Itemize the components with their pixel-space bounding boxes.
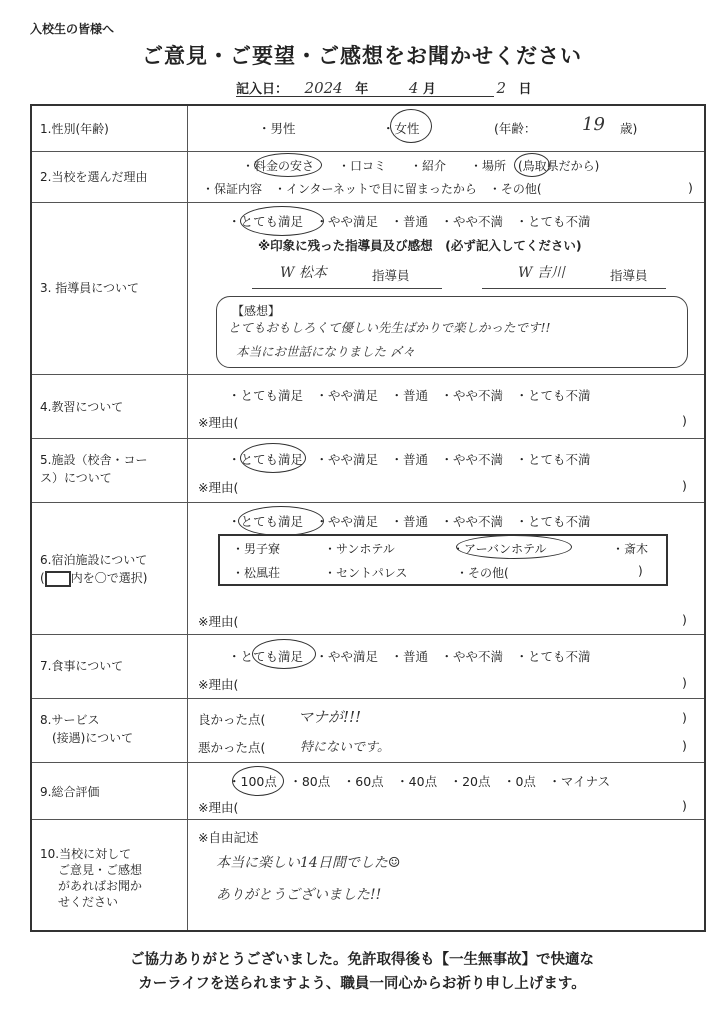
q8-good-label: 良かった点( [198,712,266,727]
q3-selected-circle [240,206,324,236]
date-day: 2 [496,79,506,97]
q8-bad-close-paren: ) [682,738,687,753]
q10-free-line1: 本当に楽しい14日間でした☺ [216,855,401,871]
q5-label-line1: 5.施設（校舎・コー [40,453,148,467]
q2-price-circle [254,153,322,177]
q3-instructor1-line [252,288,442,289]
row-divider [32,634,704,635]
row-divider [32,438,704,439]
q3-instructor1-suffix: 指導員 [372,268,410,283]
row-divider [32,698,704,699]
q1-male[interactable]: ・男性 [258,121,296,136]
q1-label: 1.性別(年齢) [40,122,109,136]
date-underline [236,96,494,97]
q6-label-line1: 6.宿泊施設について [40,553,148,567]
q7-selected-circle [252,639,316,669]
q5-selected-circle [240,443,306,473]
q6-option-shofuso[interactable]: ・松風荘 [232,566,281,580]
q4-label: 4.教習について [40,400,124,414]
q3-instructor2-line [482,288,666,289]
q8-bad-value: 特にないです。 [300,740,390,755]
q6-urban-hotel-circle [456,535,572,559]
q8-bad-label: 悪かった点( [198,740,266,755]
q9-close-paren: ) [682,798,687,813]
q10-label-line4: せください [58,895,119,909]
footer-message [0,948,724,996]
q5-close-paren: ) [682,478,687,493]
footer-line2: カーライフを送られますよう、職員一同心からお祈り申し上げます。 [138,976,586,992]
form-title: ご意見・ご要望・ご感想をお聞かせください [142,44,582,68]
q7-scale[interactable]: ・とても満足 ・やや満足 ・普通 ・やや不満 ・とても不満 [228,649,591,664]
q5-label-line2: ス）について [40,471,112,485]
q1-age-value: 19 [582,114,605,135]
q6-option-saiki[interactable]: ・斎木 [612,542,649,556]
q6-close-paren: ) [682,612,687,627]
date-year: 2024 [304,79,343,97]
q6-box-marker [45,571,71,587]
q2-close-paren: ) [688,180,693,195]
q10-label-line1: 10.当校に対して [40,847,132,861]
q7-close-paren: ) [682,675,687,690]
q6-option-urban-hotel[interactable]: ・アーバンホテル [452,542,547,556]
date-year-label: 年 [355,82,369,97]
q2-options-line2[interactable]: ・保証内容 ・インターネットで目に留まったから ・その他( [202,182,542,196]
q6-option-close-paren: ) [638,564,643,578]
row-divider [32,762,704,763]
q6-reason-label: ※理由( [198,614,239,629]
q2-options-line1[interactable]: ・料金の安さ ・口コミ ・紹介 ・場所 (鳥取県だから) [242,159,600,173]
q8-label-line2: (接遇)について [52,731,134,745]
q3-impression-line1: とてもおもしろくて優しい先生ばかりで楽しかったです!! [228,320,551,335]
q9-reason-label: ※理由( [198,800,239,815]
footer-line1: ご協力ありがとうございました。免許取得後も【一生無事故】で快適な [130,952,594,968]
q4-close-paren: ) [682,413,687,428]
q5-reason-label: ※理由( [198,480,239,495]
addressee: 入校生の皆様へ [30,22,115,36]
survey-form [30,104,706,932]
q10-free-line2: ありがとうございました!! [216,887,382,903]
q8-label-line1: 8.サービス [40,713,100,727]
q2-location-circle [514,153,550,177]
q9-selected-circle [232,766,284,796]
q6-facility-box [218,534,668,586]
q6-label-line2 [40,570,147,587]
date-label: 記入日： [236,82,289,97]
q1-age-unit: 歳) [620,121,638,136]
date-month-label: 月 [422,82,436,97]
entry-date [236,78,532,97]
q9-label: 9.総合評価 [40,785,100,799]
q1-female[interactable]: ・女性 [382,121,420,136]
q3-impression-line2: 本当にお世話になりました 〆々 [236,344,415,359]
q4-scale[interactable]: ・とても満足 ・やや満足 ・普通 ・やや不満 ・とても不満 [228,388,591,403]
q6-option-other[interactable]: ・その他( [456,566,509,580]
q1-age-label: (年齢： [494,121,537,136]
q9-scale[interactable]: ・100点 ・80点 ・60点 ・40点 ・20点 ・0点 ・マイナス [228,774,611,789]
column-divider [187,106,188,930]
q3-instructor1-name: W 松本 [280,265,327,281]
q3-label: 3. 指導員について [40,281,140,295]
q7-reason-label: ※理由( [198,677,239,692]
q6-option-boys-dorm[interactable]: ・男子寮 [232,542,281,556]
q8-good-value: マナが!!! [298,708,362,726]
q2-label: 2.当校を選んだ理由 [40,170,148,184]
q6-label-text: 内を〇で選択) [70,571,148,585]
q5-scale[interactable]: ・とても満足 ・やや満足 ・普通 ・やや不満 ・とても不満 [228,452,591,467]
q3-scale[interactable]: ・とても満足 ・やや満足 ・普通 ・やや不満 ・とても不満 [228,214,591,229]
date-day-label: 日 [518,82,532,97]
q6-scale[interactable]: ・とても満足 ・やや満足 ・普通 ・やや不満 ・とても不満 [228,514,591,529]
row-divider [32,502,704,503]
q3-impression-label: 【感想】 [232,304,281,318]
q1-female-circle [390,109,432,143]
q7-label: 7.食事について [40,659,124,673]
row-divider [32,819,704,820]
q6-selected-circle [238,506,324,536]
date-month: 4 [408,79,419,97]
q4-reason-label: ※理由( [198,415,239,430]
q8-good-close-paren: ) [682,710,687,725]
q3-instructor2-name: W 吉川 [518,265,565,281]
row-divider [32,374,704,375]
q10-label-line3: があればお聞か [58,879,143,893]
q3-instructor2-suffix: 指導員 [610,268,648,283]
q10-label-line2: ご意見・ご感想 [58,863,143,877]
q6-option-sun-hotel[interactable]: ・サンホテル [324,542,395,556]
q10-free-label: ※自由記述 [198,830,259,845]
q6-label-open-paren: ( [40,571,45,585]
q6-option-st-palace[interactable]: ・セントパレス [324,566,408,580]
row-divider [32,202,704,203]
row-divider [32,151,704,152]
q3-note: ※印象に残った指導員及び感想 (必ず記入してください) [258,238,582,253]
